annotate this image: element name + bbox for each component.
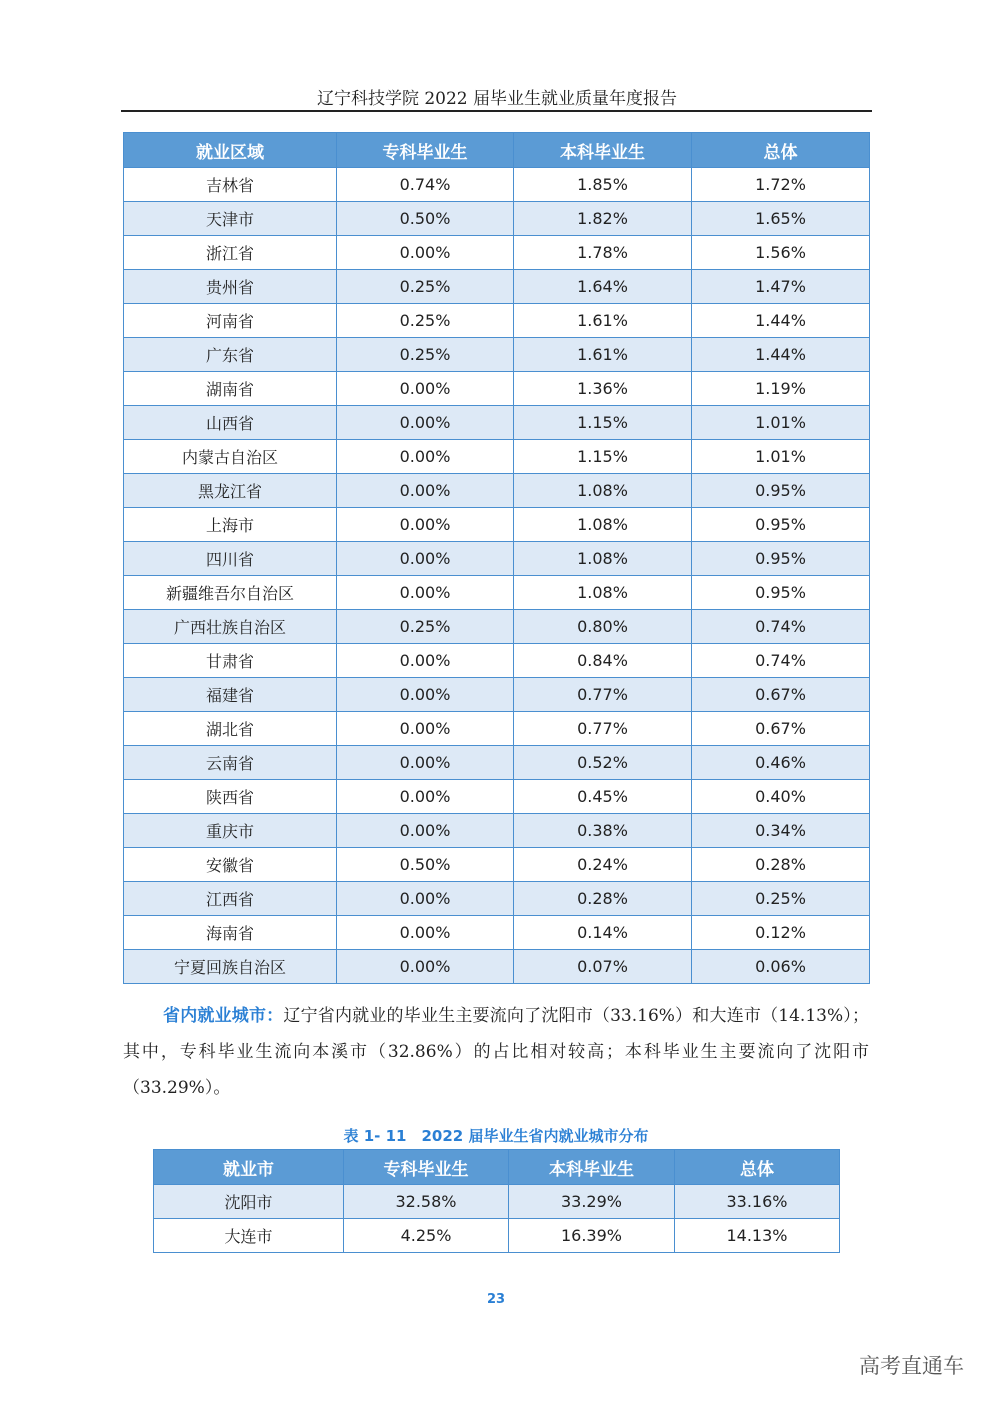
table-cell: 1.15%: [514, 440, 692, 474]
row-label-cell: 贵州省: [124, 270, 337, 304]
table-cell: 0.00%: [337, 474, 514, 508]
table-cell: 0.77%: [514, 712, 692, 746]
table-cell: 0.25%: [337, 610, 514, 644]
table-row: [124, 440, 870, 474]
column-header: 就业区域: [124, 133, 337, 168]
table-cell: 1.61%: [514, 338, 692, 372]
table-cell: 0.25%: [337, 304, 514, 338]
table-cell: 0.00%: [337, 746, 514, 780]
row-label-cell: 内蒙古自治区: [124, 440, 337, 474]
table-cell: 1.08%: [514, 474, 692, 508]
table-cell: 0.25%: [337, 270, 514, 304]
region-table-body: [124, 168, 870, 984]
row-label-cell: 大连市: [154, 1219, 344, 1253]
row-label-cell: 重庆市: [124, 814, 337, 848]
table-cell: 0.50%: [337, 848, 514, 882]
page-header-title: 辽宁科技学院 2022 届毕业生就业质量年度报告: [316, 89, 678, 109]
table-row: [124, 372, 870, 406]
table-cell: 1.47%: [692, 270, 870, 304]
table-cell: 0.38%: [514, 814, 692, 848]
column-header: 总体: [692, 133, 870, 168]
column-header: 专科毕业生: [337, 133, 514, 168]
table-cell: 0.00%: [337, 916, 514, 950]
table-cell: 1.44%: [692, 338, 870, 372]
table-cell: 33.29%: [509, 1185, 675, 1219]
table-row: [124, 882, 870, 916]
row-label-cell: 吉林省: [124, 168, 337, 202]
table-cell: 1.08%: [514, 508, 692, 542]
row-label-cell: 浙江省: [124, 236, 337, 270]
region-employment-table: [123, 132, 870, 984]
table-caption: 表 1- 11 2022 届毕业生省内就业城市分布: [343, 1127, 649, 1145]
watermark-text: 高考直通车: [859, 1354, 964, 1378]
city-paragraph: [123, 998, 869, 1106]
table-cell: 14.13%: [675, 1219, 840, 1253]
table-cell: 0.84%: [514, 644, 692, 678]
table-cell: 0.00%: [337, 814, 514, 848]
table-cell: 0.95%: [692, 474, 870, 508]
table-cell: 0.95%: [692, 542, 870, 576]
column-header: 就业市: [154, 1150, 344, 1185]
table-cell: 1.56%: [692, 236, 870, 270]
row-label-cell: 安徽省: [124, 848, 337, 882]
table-cell: 1.64%: [514, 270, 692, 304]
table-cell: 0.46%: [692, 746, 870, 780]
table-row: [124, 678, 870, 712]
table-cell: 0.67%: [692, 712, 870, 746]
table-cell: 16.39%: [509, 1219, 675, 1253]
table-header-row: [124, 133, 870, 168]
table-cell: 32.58%: [344, 1185, 509, 1219]
table-row: [124, 542, 870, 576]
row-label-cell: 四川省: [124, 542, 337, 576]
row-label-cell: 湖南省: [124, 372, 337, 406]
table-row: [124, 202, 870, 236]
table-cell: 0.00%: [337, 236, 514, 270]
table-row: [124, 746, 870, 780]
table-cell: 0.00%: [337, 508, 514, 542]
table-row: [124, 576, 870, 610]
column-header: 本科毕业生: [509, 1150, 675, 1185]
table-cell: 0.24%: [514, 848, 692, 882]
table-cell: 1.61%: [514, 304, 692, 338]
table-cell: 0.00%: [337, 372, 514, 406]
row-label-cell: 沈阳市: [154, 1185, 344, 1219]
table-cell: 0.45%: [514, 780, 692, 814]
table-cell: 1.01%: [692, 440, 870, 474]
table-cell: 0.14%: [514, 916, 692, 950]
table-header-row: [154, 1150, 840, 1185]
row-label-cell: 广西壮族自治区: [124, 610, 337, 644]
table-cell: 0.00%: [337, 780, 514, 814]
table-row: [124, 950, 870, 984]
table-cell: 0.07%: [514, 950, 692, 984]
table-row: [124, 780, 870, 814]
row-label-cell: 广东省: [124, 338, 337, 372]
table-cell: 0.00%: [337, 542, 514, 576]
table-cell: 0.25%: [692, 882, 870, 916]
table-cell: 0.00%: [337, 644, 514, 678]
table-cell: 0.77%: [514, 678, 692, 712]
table-cell: 0.00%: [337, 882, 514, 916]
table-cell: 0.00%: [337, 712, 514, 746]
table-row: [124, 168, 870, 202]
table-row: [124, 304, 870, 338]
row-label-cell: 福建省: [124, 678, 337, 712]
table-cell: 0.74%: [692, 610, 870, 644]
table-cell: 0.00%: [337, 678, 514, 712]
row-label-cell: 河南省: [124, 304, 337, 338]
table-row: [154, 1219, 840, 1253]
table-cell: 0.95%: [692, 508, 870, 542]
row-label-cell: 天津市: [124, 202, 337, 236]
table-row: [124, 712, 870, 746]
table-cell: 0.00%: [337, 576, 514, 610]
row-label-cell: 上海市: [124, 508, 337, 542]
table-cell: 0.74%: [337, 168, 514, 202]
table-cell: 0.00%: [337, 950, 514, 984]
column-header: 总体: [675, 1150, 840, 1185]
table-cell: 1.19%: [692, 372, 870, 406]
row-label-cell: 海南省: [124, 916, 337, 950]
table-cell: 0.40%: [692, 780, 870, 814]
column-header: 本科毕业生: [514, 133, 692, 168]
table-cell: 0.80%: [514, 610, 692, 644]
table-cell: 1.78%: [514, 236, 692, 270]
row-label-cell: 江西省: [124, 882, 337, 916]
city-employment-table: [153, 1149, 840, 1253]
table-row: [124, 236, 870, 270]
table-row: [124, 644, 870, 678]
table-row: [124, 270, 870, 304]
row-label-cell: 黑龙江省: [124, 474, 337, 508]
table-cell: 0.12%: [692, 916, 870, 950]
page-number: 23: [486, 1292, 506, 1307]
header-divider: [121, 110, 872, 112]
table-cell: 0.52%: [514, 746, 692, 780]
row-label-cell: 甘肃省: [124, 644, 337, 678]
row-label-cell: 云南省: [124, 746, 337, 780]
table-cell: 1.44%: [692, 304, 870, 338]
table-cell: 0.00%: [337, 440, 514, 474]
table-cell: 0.00%: [337, 406, 514, 440]
table-cell: 4.25%: [344, 1219, 509, 1253]
row-label-cell: 宁夏回族自治区: [124, 950, 337, 984]
row-label-cell: 陕西省: [124, 780, 337, 814]
table-cell: 0.06%: [692, 950, 870, 984]
table-cell: 1.72%: [692, 168, 870, 202]
table-row: [124, 338, 870, 372]
table-cell: 0.67%: [692, 678, 870, 712]
paragraph-text: 辽宁省内就业的毕业生主要流向了沈阳市（33.16%）和大连市（14.13%）；其中，专科毕业生流向本溪市（32.86%）的占比相对较高；本科毕业生主要流向了沈阳市（33.29%）。: [123, 1006, 870, 1098]
table-row: [124, 474, 870, 508]
table-row: [124, 610, 870, 644]
city-table-body: [154, 1185, 840, 1253]
table-cell: 1.85%: [514, 168, 692, 202]
table-cell: 0.28%: [514, 882, 692, 916]
table-cell: 1.08%: [514, 576, 692, 610]
table-row: [124, 406, 870, 440]
table-cell: 0.74%: [692, 644, 870, 678]
table-cell: 1.82%: [514, 202, 692, 236]
table-row: [124, 814, 870, 848]
table-row: [154, 1185, 840, 1219]
row-label-cell: 山西省: [124, 406, 337, 440]
table-cell: 1.65%: [692, 202, 870, 236]
table-cell: 0.34%: [692, 814, 870, 848]
table-cell: 0.95%: [692, 576, 870, 610]
column-header: 专科毕业生: [344, 1150, 509, 1185]
table-cell: 1.36%: [514, 372, 692, 406]
table-cell: 1.15%: [514, 406, 692, 440]
table-cell: 0.25%: [337, 338, 514, 372]
table-cell: 1.01%: [692, 406, 870, 440]
table-row: [124, 916, 870, 950]
row-label-cell: 新疆维吾尔自治区: [124, 576, 337, 610]
table-cell: 33.16%: [675, 1185, 840, 1219]
table-cell: 0.28%: [692, 848, 870, 882]
table-cell: 1.08%: [514, 542, 692, 576]
table-row: [124, 508, 870, 542]
paragraph-lead: 省内就业城市：: [163, 1006, 284, 1026]
table-cell: 0.50%: [337, 202, 514, 236]
table-row: [124, 848, 870, 882]
row-label-cell: 湖北省: [124, 712, 337, 746]
